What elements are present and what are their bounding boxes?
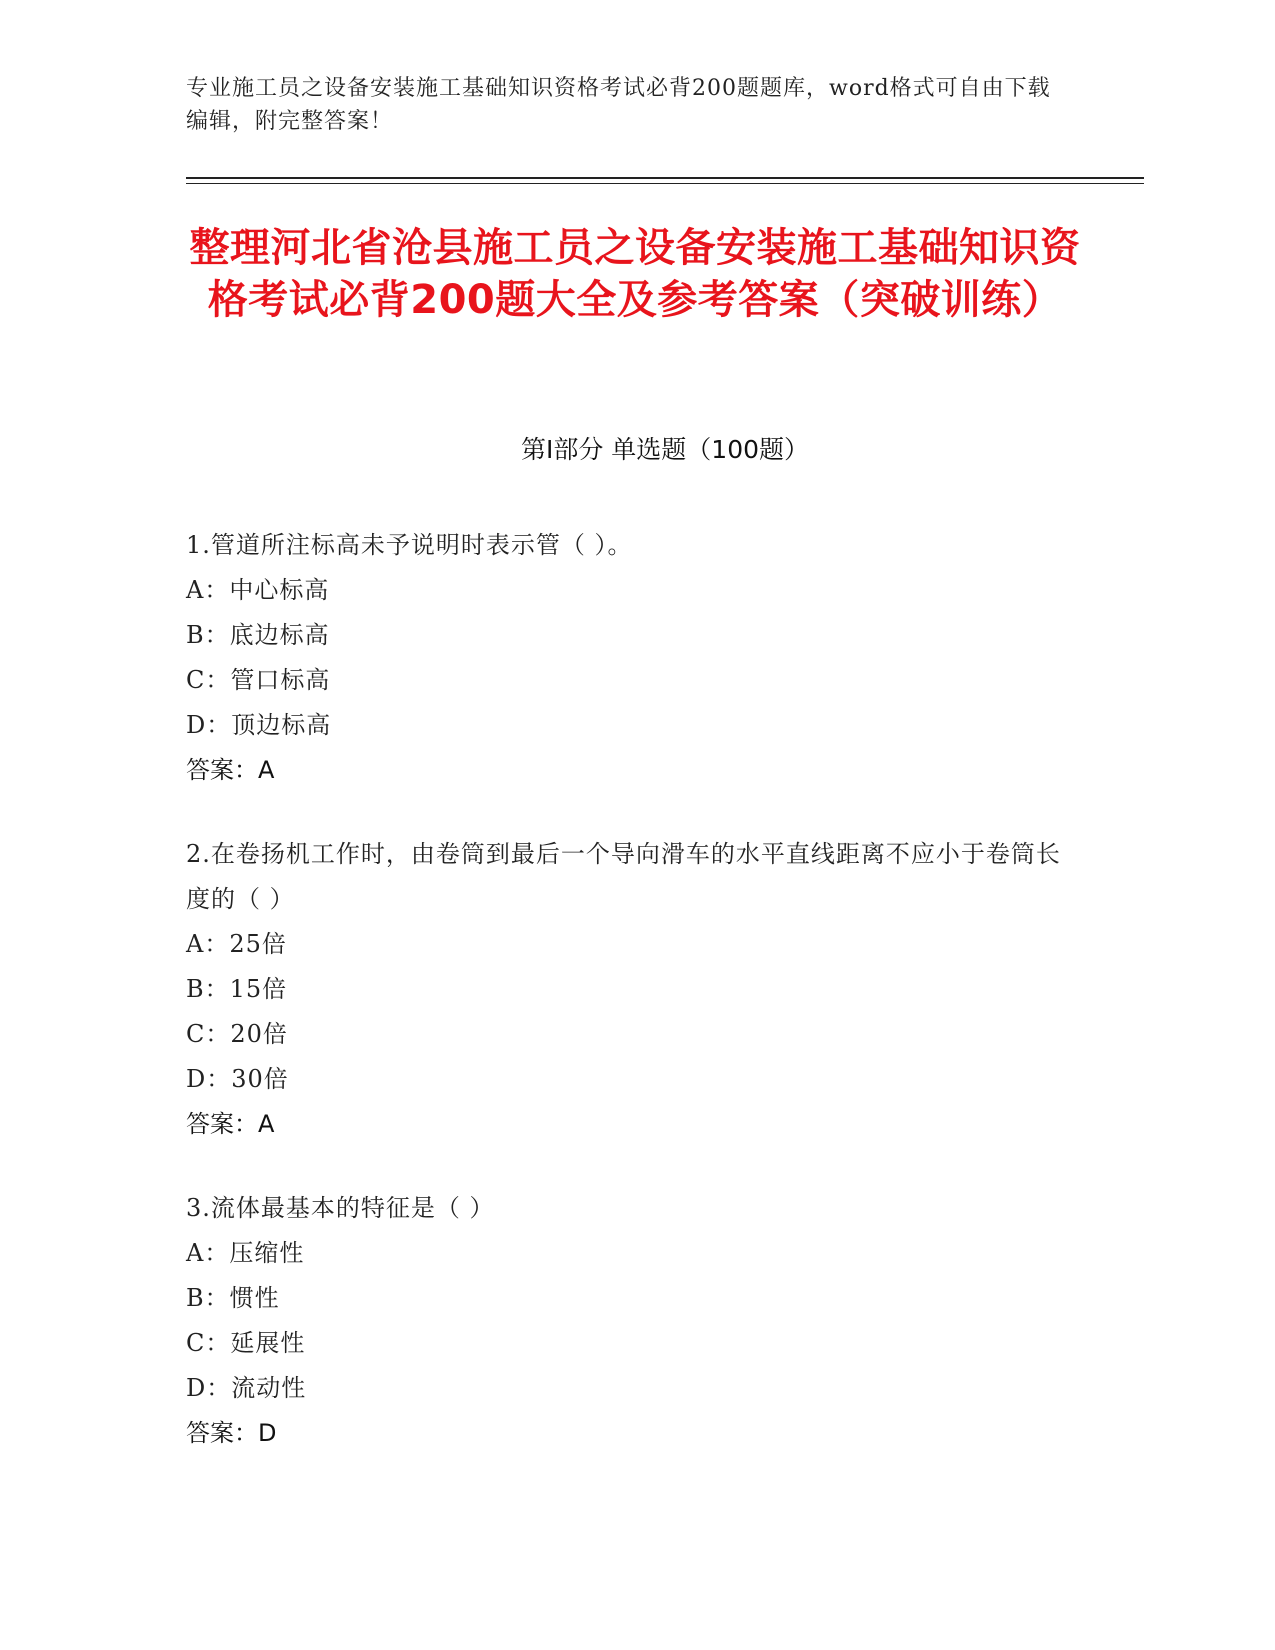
answer-line: 答案：A: [186, 1110, 275, 1138]
option-c: C：管口标高: [186, 666, 331, 694]
section-heading: 第I部分 单选题（100题）: [520, 435, 810, 464]
option-a: A：压缩性: [186, 1239, 305, 1267]
option-a: A：25倍: [186, 930, 287, 958]
question-stem: 1.管道所注标高未予说明时表示管（ ）。: [186, 531, 633, 559]
option-d: D：流动性: [186, 1374, 307, 1402]
question-list: [186, 523, 1066, 1495]
option-a: A：中心标高: [186, 576, 330, 604]
header-divider-thin: [186, 183, 1144, 184]
option-d: D：30倍: [186, 1065, 289, 1093]
answer-line: 答案：D: [186, 1419, 277, 1447]
question-item: [186, 1186, 1066, 1456]
header-note: 专业施工员之设备安装施工基础知识资格考试必背200题题库，word格式可自由下载编辑，附完整答案！: [186, 76, 1051, 134]
document-title: 整理河北省沧县施工员之设备安装施工基础知识资格考试必背200题大全及参考答案（突破训练）: [189, 225, 1081, 323]
option-c: C：延展性: [186, 1329, 306, 1357]
header-divider-thick: [186, 177, 1144, 179]
question-stem: 2.在卷扬机工作时，由卷筒到最后一个导向滑车的水平直线距离不应小于卷筒长度的（ ）: [186, 840, 1061, 913]
option-b: B：15倍: [186, 975, 288, 1003]
question-stem: 3.流体最基本的特征是（ ）: [186, 1194, 495, 1222]
option-c: C：20倍: [186, 1020, 288, 1048]
option-b: B：惯性: [186, 1284, 280, 1312]
option-b: B：底边标高: [186, 621, 330, 649]
option-d: D：顶边标高: [186, 711, 332, 739]
question-item: [186, 832, 1066, 1147]
answer-line: 答案：A: [186, 756, 275, 784]
question-item: [186, 523, 1066, 793]
